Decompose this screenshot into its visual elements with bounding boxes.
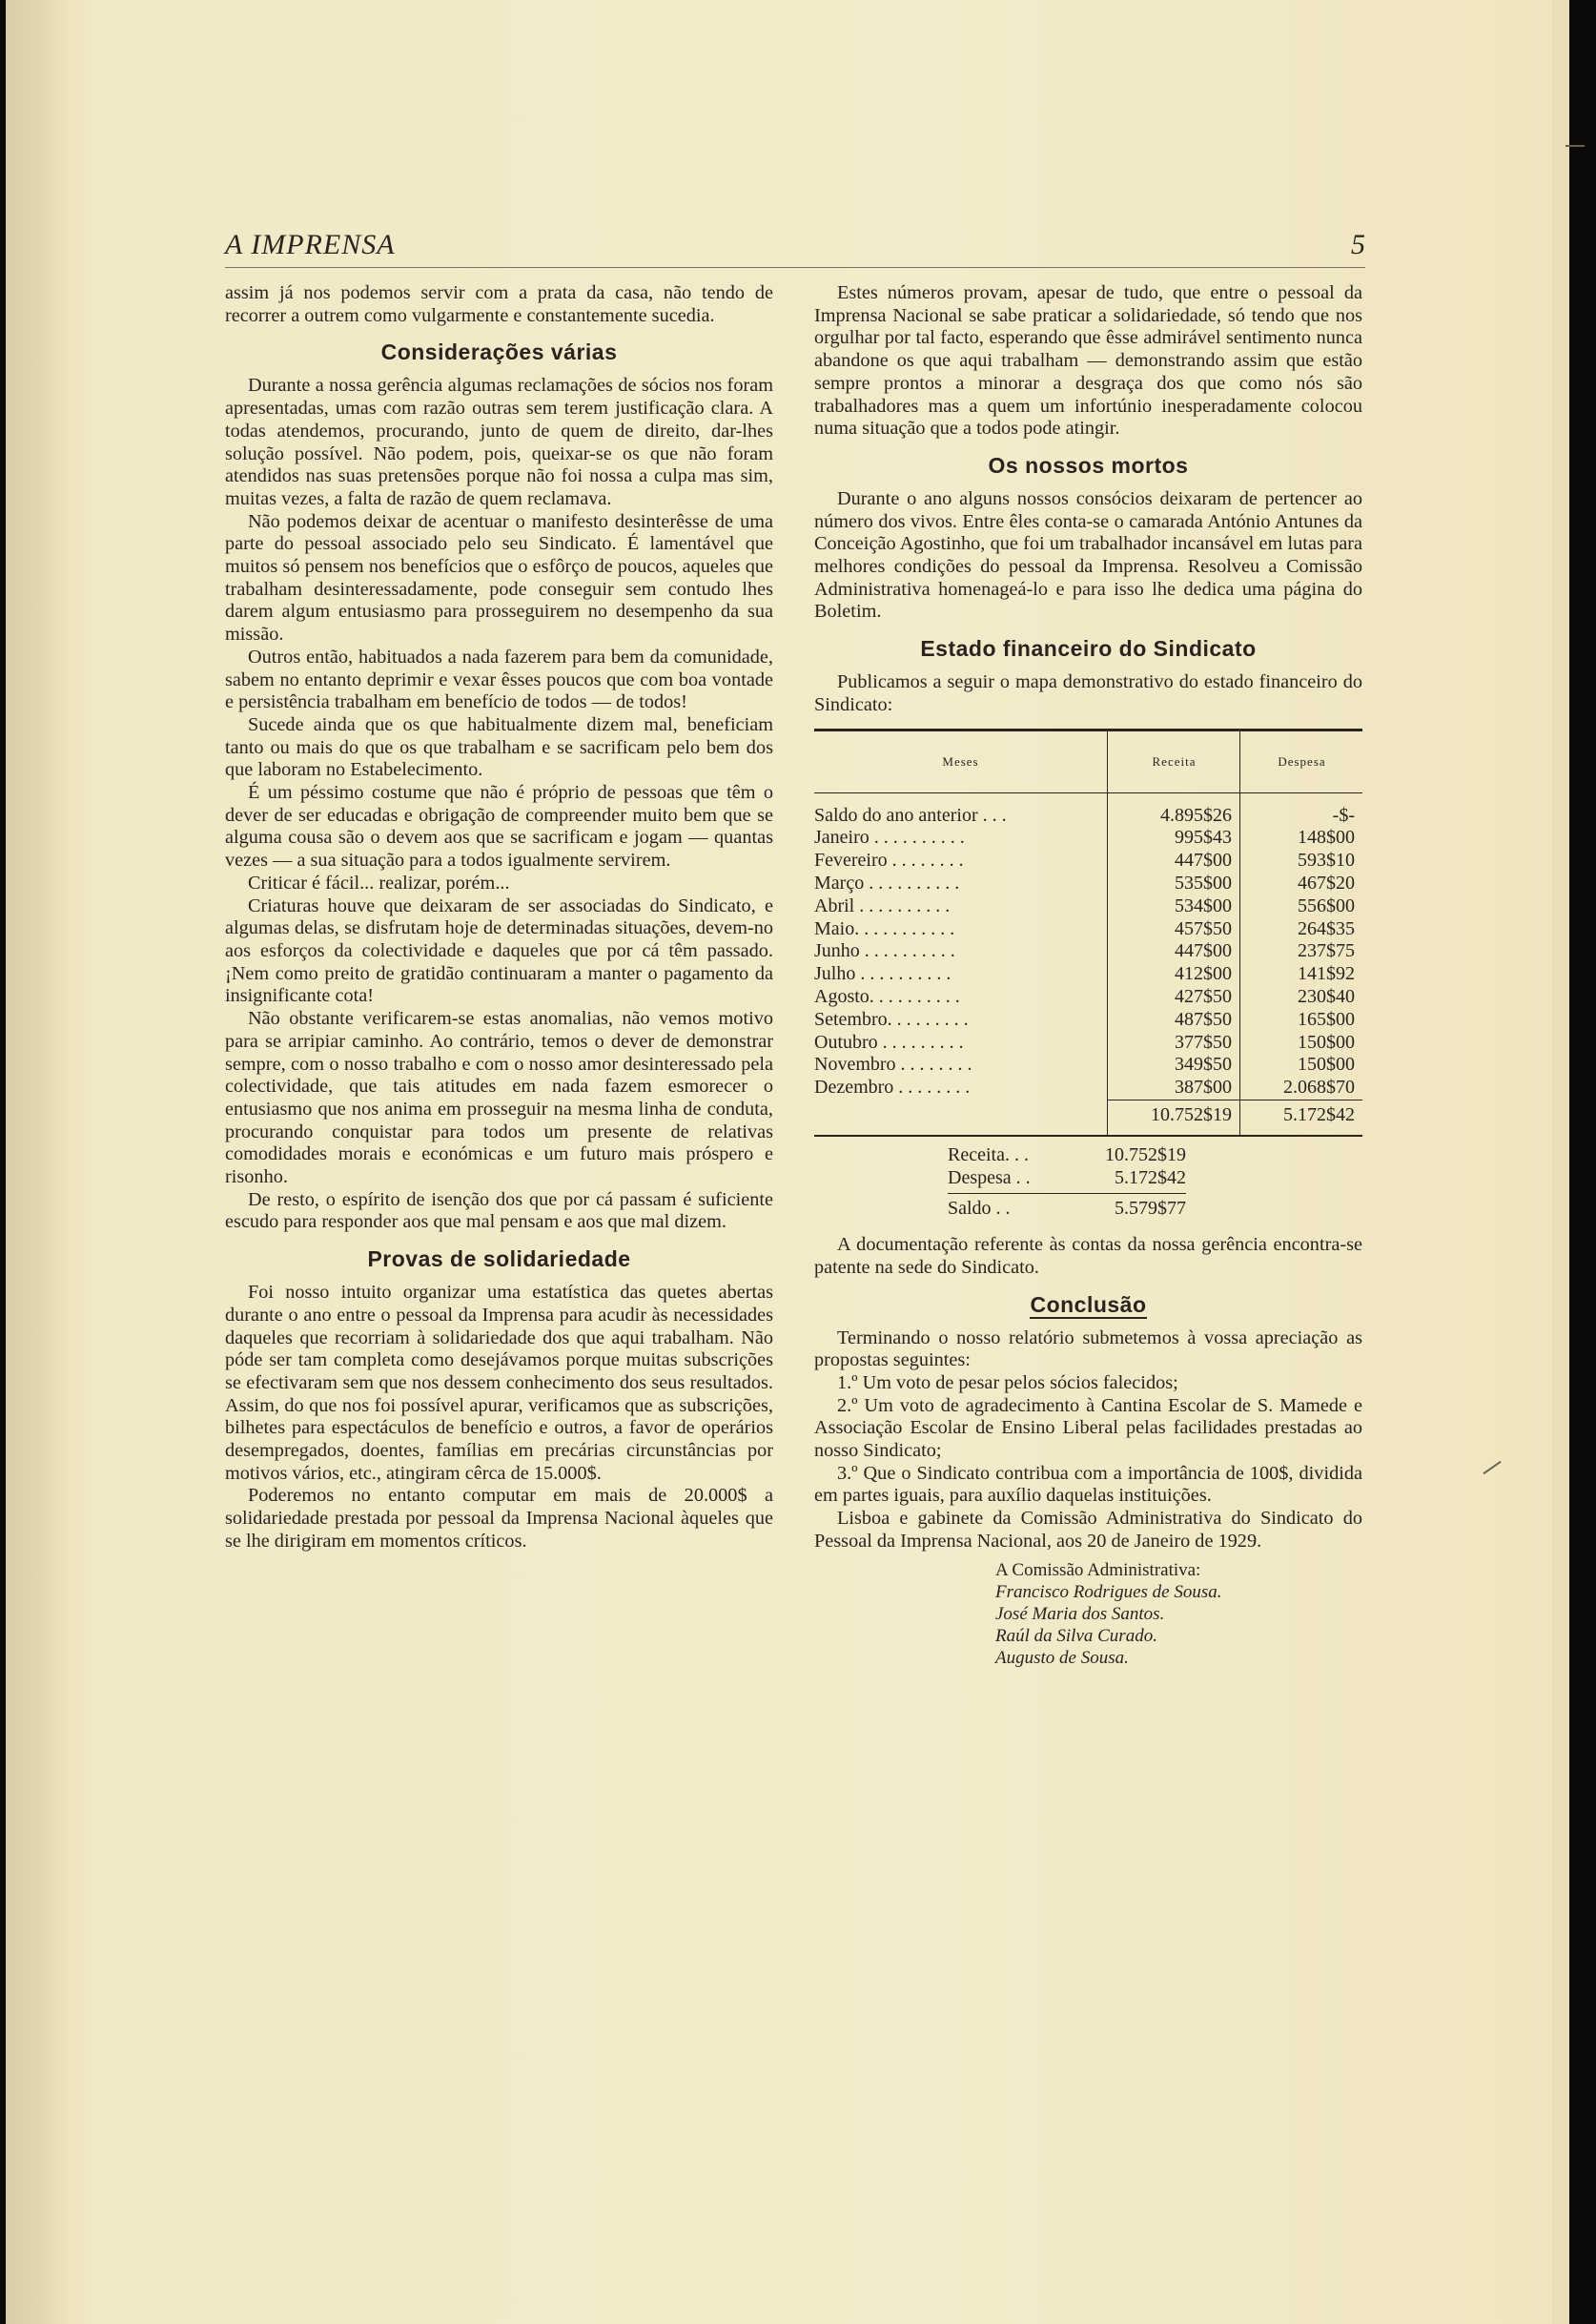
row-receita: 427$50 xyxy=(1108,986,1240,1009)
row-despesa: 467$20 xyxy=(1240,873,1363,895)
left-column xyxy=(225,282,773,1553)
table-bottom-rule xyxy=(814,1135,1362,1137)
signatory: Augusto de Sousa. xyxy=(995,1647,1129,1668)
row-despesa: 556$00 xyxy=(1240,895,1363,918)
table-row xyxy=(814,827,1362,850)
paragraph: Publicamos a seguir o mapa demonstrativo do estado financeiro do Sindicato: xyxy=(814,671,1362,715)
signature-title: A Comissão Administrativa: xyxy=(995,1559,1201,1580)
row-label: Junho . . . . . . . . . . xyxy=(814,940,955,962)
row-label: Dezembro . . . . . . . . xyxy=(814,1077,971,1099)
newspaper-page xyxy=(6,0,1569,2324)
row-despesa: 264$35 xyxy=(1240,918,1363,941)
row-receita: 4.895$26 xyxy=(1108,792,1240,827)
row-despesa: 141$92 xyxy=(1240,963,1363,986)
row-despesa: 150$00 xyxy=(1240,1032,1363,1055)
page-right-edge xyxy=(1552,0,1569,2324)
table-totals-row xyxy=(814,1100,1362,1134)
table-row xyxy=(814,986,1362,1009)
place-date-paragraph: Lisboa e gabinete da Comissão Administrativa do Sindicato do Pessoal da Imprensa Nacional, aos 20 de Janeiro de 1929. xyxy=(814,1508,1362,1552)
row-despesa: 150$00 xyxy=(1240,1054,1363,1077)
summary-receita-row xyxy=(948,1144,1186,1167)
table-row xyxy=(814,873,1362,895)
table-row xyxy=(814,940,1362,963)
table-row xyxy=(814,850,1362,873)
section-heading-conclusao xyxy=(814,1291,1362,1318)
row-label: Março . . . . . . . . . . xyxy=(814,872,960,894)
row-despesa: 165$00 xyxy=(1240,1009,1363,1032)
paragraph: Não obstante verificarem-se estas anomalias, não vemos motivo para se arripiar caminho. Ao contrário, temos o dever de demonstrar sempre, com o nosso trabalho e com o nosso amor desinteressado pela colectividade, que tais atitudes em nada fazem esmorecer o entusiasmo que nos anima em prosseguir na mesma linha de conduta, procurando conquistar para todos um presente de relativas comodidades morais e económicas e um futuro mais próspero e risonho. xyxy=(225,1008,773,1188)
paragraph: Durante o ano alguns nossos consócios deixaram de pertencer ao número dos vivos. Entre êles conta-se o camarada António Antunes da Conceição Agostinho, que foi um trabalhador incansável em lutas para melhores condições do pessoal da Imprensa. Resolveu a Comissão Administrativa homenageá-lo e para isso lhe dedica uma página do Boletim. xyxy=(814,487,1362,623)
header-despesa: Despesa xyxy=(1240,730,1363,792)
right-column xyxy=(814,282,1362,1669)
row-receita: 377$50 xyxy=(1108,1032,1240,1055)
table-row xyxy=(814,963,1362,986)
row-label: Saldo do ano anterior . . . xyxy=(814,804,1007,826)
row-receita: 412$00 xyxy=(1108,963,1240,986)
signature-block xyxy=(995,1559,1362,1669)
signatory: José Maria dos Santos. xyxy=(995,1603,1165,1624)
total-despesa: 5.172$42 xyxy=(1240,1100,1363,1134)
publication-title: A IMPRENSA xyxy=(225,229,396,260)
paragraph: É um péssimo costume que não é próprio de pessoas que têm o dever de ser educadas e obrigação de compreender muito bem que se alguma cousa são o devem aos que se sacrificam e jogam — quantas vezes — a sua situação para a todos igualmente servirem. xyxy=(225,782,773,872)
header-meses: Meses xyxy=(942,753,979,769)
summary-saldo-row xyxy=(948,1193,1186,1221)
row-despesa: 593$10 xyxy=(1240,850,1363,873)
row-receita: 457$50 xyxy=(1108,918,1240,941)
signatory: Francisco Rodrigues de Sousa. xyxy=(995,1581,1222,1602)
row-label: Maio. . . . . . . . . . . xyxy=(814,917,955,939)
section-heading-provas: Provas de solidariedade xyxy=(367,1246,631,1272)
row-receita: 534$00 xyxy=(1108,895,1240,918)
summary-despesa-value: 5.172$42 xyxy=(1115,1166,1186,1188)
table-header-row xyxy=(814,730,1362,792)
paragraph: Sucede ainda que os que habitualmente dizem mal, beneficiam tanto ou mais do que os que trabalham e se sacrificam pelo bem dos que laboram no Estabelecimento. xyxy=(225,713,773,781)
proposal-item: 3.º Que o Sindicato contribua com a importância de 100$, dividida em partes iguais, para auxílio daquelas instituições. xyxy=(814,1462,1362,1507)
row-label: Novembro . . . . . . . . xyxy=(814,1054,972,1076)
row-receita: 447$00 xyxy=(1108,940,1240,963)
row-label: Abril . . . . . . . . . . xyxy=(814,895,951,916)
row-despesa: -$- xyxy=(1240,792,1363,827)
page-spine-shadow xyxy=(6,0,72,2324)
summary-despesa-row xyxy=(948,1167,1186,1190)
row-label: Janeiro . . . . . . . . . . xyxy=(814,827,965,849)
row-receita: 387$00 xyxy=(1108,1077,1240,1100)
paragraph: Criticar é fácil... realizar, porém... xyxy=(248,872,510,894)
summary-saldo-value: 5.579$77 xyxy=(1115,1198,1186,1220)
running-header xyxy=(225,229,1365,268)
row-receita: 487$50 xyxy=(1108,1009,1240,1032)
balance-summary xyxy=(948,1144,1186,1221)
paragraph: Poderemos no entanto computar em mais de 20.000$ a solidariedade prestada por pessoal da Imprensa Nacional àqueles que se lhe dirigiram em momentos críticos. xyxy=(225,1485,773,1552)
row-despesa: 237$75 xyxy=(1240,940,1363,963)
conclusao-heading-text: Conclusão xyxy=(1030,1291,1147,1317)
row-receita: 349$50 xyxy=(1108,1054,1240,1077)
paragraph: Foi nosso intuito organizar uma estatística das quetes abertas durante o ano entre o pessoal da Imprensa para acudir às necessidades daqueles que recorriam à solidariedade dos que aqui trabalham. Não póde ser tam completa como desejávamos porque muitas subscrições se efectivaram sem que nos dessem conhecimento dos seus resultados. Assim, do que nos foi possível apurar, verificamos que as subscrições, bilhetes para espectáculos de benefício e outros, a favor de operários desempregados, doentes, famílias em precárias circunstâncias por motivos vários, etc., atingiram cêrca de 15.000$. xyxy=(225,1282,773,1484)
table-row xyxy=(814,895,1362,918)
table-row xyxy=(814,1009,1362,1032)
margin-mark xyxy=(1565,145,1585,147)
section-heading-consideracoes: Considerações várias xyxy=(380,339,618,365)
table-row xyxy=(814,1032,1362,1055)
right-intro-paragraph: Estes números provam, apesar de tudo, que entre o pessoal da Imprensa Nacional se sabe praticar a solidariedade, só tendo que nos orgulhar por tal facto, esperando que êsse admirável sentimento nunca abandone os que aqui trabalham — demonstrando assim que estão sempre prontos a minorar a desgraça dos que como nós são trabalhadores mas a quem um infortúnio inesperadamente colocou numa situação que a todos pode atingir. xyxy=(814,282,1362,440)
row-despesa: 148$00 xyxy=(1240,827,1363,850)
row-despesa: 2.068$70 xyxy=(1240,1077,1363,1100)
signatory: Raúl da Silva Curado. xyxy=(995,1625,1157,1646)
total-receita: 10.752$19 xyxy=(1108,1100,1240,1134)
totals-spacer xyxy=(814,1100,1108,1134)
row-label: Julho . . . . . . . . . . xyxy=(814,963,951,985)
row-label: Fevereiro . . . . . . . . xyxy=(814,850,964,872)
row-receita: 447$00 xyxy=(1108,850,1240,873)
row-receita: 995$43 xyxy=(1108,827,1240,850)
paragraph: Durante a nossa gerência algumas reclamações de sócios nos foram apresentadas, umas com razão outras sem terem justificação clara. A todas atendemos, procurando, junto de quem de direito, dar-lhes solução possível. Não podem, pois, queixar-se os que não foram atendidos nas suas pretensões porque não foi nossa a culpa mas sim, muitas vezes, a falta de razão de quem reclamava. xyxy=(225,375,773,509)
paragraph: De resto, o espírito de isenção dos que por cá passam é suficiente escudo para responder aos que mal pensam e aos que mal dizem. xyxy=(225,1188,773,1233)
summary-receita-label: Receita. . . xyxy=(948,1143,1029,1165)
row-label: Agosto. . . . . . . . . . xyxy=(814,985,960,1007)
paragraph: Terminando o nosso relatório submetemos à vossa apreciação as propostas seguintes: xyxy=(814,1327,1362,1371)
summary-despesa-label: Despesa . . xyxy=(948,1166,1031,1188)
summary-saldo-label: Saldo . . xyxy=(948,1198,1011,1220)
financial-table xyxy=(814,729,1362,1135)
section-heading-financeiro: Estado financeiro do Sindicato xyxy=(920,636,1257,662)
pencil-mark xyxy=(1483,1461,1501,1474)
row-despesa: 230$40 xyxy=(1240,986,1363,1009)
row-label: Setembro. . . . . . . . . xyxy=(814,1008,969,1030)
row-receita: 535$00 xyxy=(1108,873,1240,895)
left-intro-paragraph: assim já nos podemos servir com a prata da casa, não tendo de recorrer a outrem como vulgarmente e constantemente sucedia. xyxy=(225,282,773,326)
table-row xyxy=(814,918,1362,941)
proposal-item: 1.º Um voto de pesar pelos sócios falecidos; xyxy=(837,1371,1178,1393)
paragraph: Não podemos deixar de acentuar o manifesto desinterêsse de uma parte do pessoal associado pelo seu Sindicato. É lamentável que muitos só pensem nos benefícios que o esfôrço de poucos, aqueles que trabalham desinteressadamente, pode conseguir sem contudo lhes darem algum entusiasmo para prosseguirem no desempenho da sua missão. xyxy=(225,510,773,646)
page-number: 5 xyxy=(1351,229,1365,260)
row-label: Outubro . . . . . . . . . xyxy=(814,1031,964,1053)
table-row xyxy=(814,1077,1362,1100)
paragraph: Criaturas houve que deixaram de ser associadas do Sindicato, e algumas delas, se disfrutam hoje de determinadas situações, devem-no aos esforços da colectividade e daqueles que por cá têm passado. ¡Nem como preito de gratidão continuaram a manter o pagamento da insignificante cota! xyxy=(225,895,773,1007)
paragraph: A documentação referente às contas da nossa gerência encontra-se patente na sede do Sindicato. xyxy=(814,1234,1362,1278)
table-row xyxy=(814,1054,1362,1077)
header-receita: Receita xyxy=(1108,730,1240,792)
section-heading-mortos: Os nossos mortos xyxy=(988,452,1189,478)
proposal-item: 2.º Um voto de agradecimento à Cantina Escolar de S. Mamede e Associação Escolar de Ensino Liberal pelas facilidades prestadas ao nosso Sindicato; xyxy=(814,1394,1362,1462)
summary-receita-value: 10.752$19 xyxy=(1105,1143,1186,1165)
table-row xyxy=(814,792,1362,827)
paragraph: Outros então, habituados a nada fazerem para bem da comunidade, sabem no entanto deprimir e vexar êsses poucos que com boa vontade e persistência trabalham em benefício de todos — de todos! xyxy=(225,646,773,713)
